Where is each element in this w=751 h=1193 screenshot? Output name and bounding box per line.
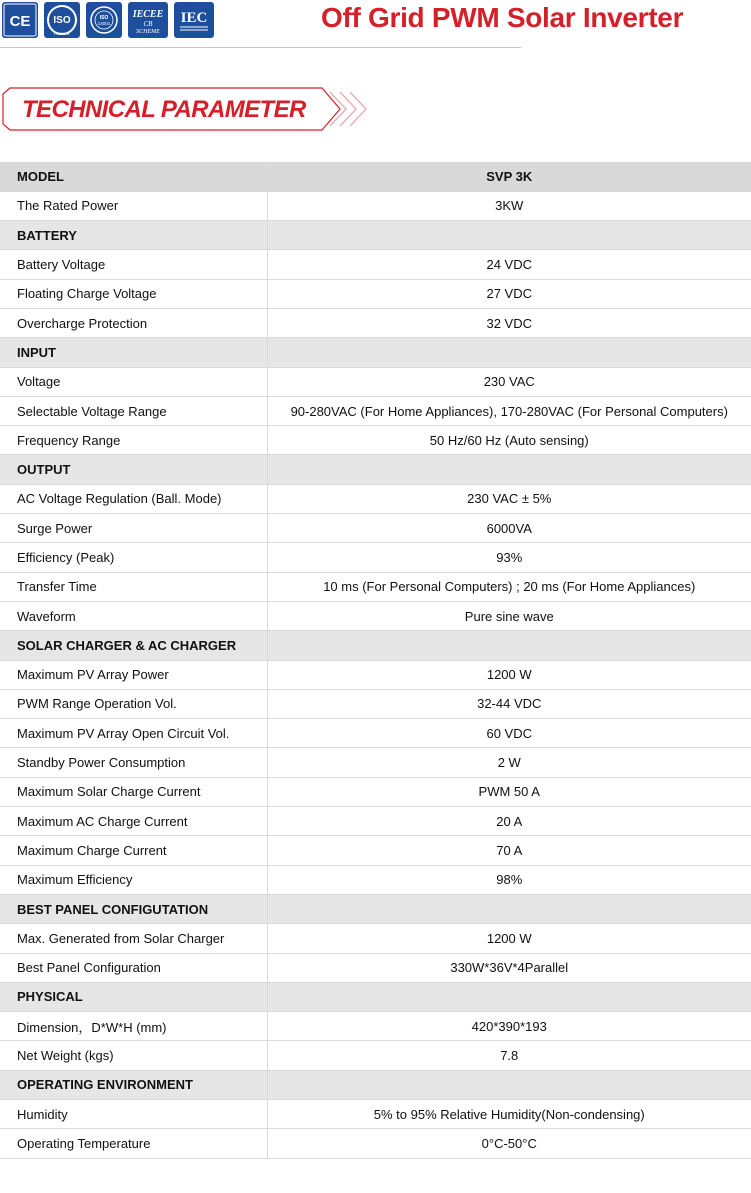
parameter-label: Transfer Time [0,572,267,601]
section-header-label: BEST PANEL CONFIGUTATION [0,894,267,923]
certification-badges [2,2,214,38]
parameter-label: Net Weight (kgs) [0,1041,267,1070]
iecee-cb-badge [128,2,168,38]
table-row [0,601,751,630]
ce-badge [2,2,38,38]
svg-text:SCHEME: SCHEME [136,29,160,35]
table-row [0,924,751,953]
parameter-value: 90-280VAC (For Home Appliances), 170-280VAC (For Personal Computers) [267,396,751,425]
section-header-row [0,631,751,660]
parameter-value: 6000VA [267,514,751,543]
table-row [0,191,751,220]
svg-text:ISO9001: ISO9001 [54,31,70,36]
parameter-value: 20 A [267,807,751,836]
parameter-label: The Rated Power [0,191,267,220]
parameter-label: Frequency Range [0,426,267,455]
svg-text:IEC: IEC [180,10,208,26]
section-header-row [0,894,751,923]
table-row [0,865,751,894]
parameter-value: PWM 50 A [267,777,751,806]
parameter-value: 27 VDC [267,279,751,308]
table-row [0,1041,751,1070]
parameter-label: PWM Range Operation Vol. [0,689,267,718]
section-header-label: OPERATING ENVIRONMENT [0,1070,267,1099]
parameter-value: 230 VAC [267,367,751,396]
parameter-label: Standby Power Consumption [0,748,267,777]
section-header-row [0,221,751,250]
table-row [0,484,751,513]
parameter-value: 32 VDC [267,308,751,337]
parameter-label: AC Voltage Regulation (Ball. Mode) [0,484,267,513]
table-row [0,1100,751,1129]
parameter-value: 3KW [267,191,751,220]
parameter-value: 1200 W [267,660,751,689]
section-header-label: OUTPUT [0,455,267,484]
table-header-row [0,162,751,191]
parameter-value: 1200 W [267,924,751,953]
parameter-value: 330W*36V*4Parallel [267,953,751,982]
section-header-row [0,455,751,484]
parameter-value: 70 A [267,836,751,865]
table-row [0,836,751,865]
section-banner-label: TECHNICAL PARAMETER [22,96,306,123]
section-header-spacer [267,338,751,367]
parameter-label: Maximum AC Charge Current [0,807,267,836]
table-row [0,396,751,425]
parameter-value: 5% to 95% Relative Humidity(Non-condensing) [267,1100,751,1129]
section-header-spacer [267,221,751,250]
iso-14001-badge [86,2,122,38]
table-row [0,689,751,718]
svg-text:CE: CE [9,13,31,30]
title-divider [0,47,521,48]
page-header [0,0,751,60]
table-row [0,250,751,279]
spec-table [0,162,751,1159]
table-row [0,660,751,689]
model-label: MODEL [0,162,267,191]
parameter-label: Humidity [0,1100,267,1129]
section-header-spacer [267,631,751,660]
parameter-label: Overcharge Protection [0,308,267,337]
section-header-spacer [267,455,751,484]
table-row [0,308,751,337]
iec-badge [174,2,214,38]
section-header-spacer [267,894,751,923]
iso-badge [44,2,80,38]
parameter-label: Selectable Voltage Range [0,396,267,425]
svg-text:14001: 14001 [97,21,111,26]
model-value: SVP 3K [267,162,751,191]
parameter-label: Maximum Efficiency [0,865,267,894]
table-row [0,543,751,572]
parameter-value: 98% [267,865,751,894]
table-row [0,367,751,396]
parameter-label: Best Panel Configuration [0,953,267,982]
parameter-label: Battery Voltage [0,250,267,279]
parameter-value: 10 ms (For Personal Computers) ; 20 ms (For Home Appliances) [267,572,751,601]
parameter-value: 24 VDC [267,250,751,279]
parameter-value: 230 VAC ± 5% [267,484,751,513]
parameter-label: Maximum Charge Current [0,836,267,865]
parameter-label: Efficiency (Peak) [0,543,267,572]
parameter-label: Max. Generated from Solar Charger [0,924,267,953]
section-header-row [0,982,751,1011]
parameter-value: 0°C-50°C [267,1129,751,1158]
table-row [0,748,751,777]
document-title: Off Grid PWM Solar Inverter [321,2,684,33]
parameter-label: Maximum Solar Charge Current [0,777,267,806]
parameter-value: 420*390*193 [267,1012,751,1041]
parameter-value: 32-44 VDC [267,689,751,718]
parameter-label: Operating Temperature [0,1129,267,1158]
section-header-spacer [267,1070,751,1099]
table-row [0,426,751,455]
section-header-label: PHYSICAL [0,982,267,1011]
section-header-label: BATTERY [0,221,267,250]
table-row [0,279,751,308]
parameter-label: Waveform [0,601,267,630]
table-row [0,953,751,982]
parameter-value: 7.8 [267,1041,751,1070]
parameter-label: Maximum PV Array Open Circuit Vol. [0,719,267,748]
table-row [0,572,751,601]
parameter-label: Surge Power [0,514,267,543]
parameter-value: 2 W [267,748,751,777]
section-banner [0,86,380,132]
parameter-value: 93% [267,543,751,572]
spec-table-body [0,162,751,1158]
parameter-value: 60 VDC [267,719,751,748]
table-row [0,514,751,543]
section-header-label: SOLAR CHARGER & AC CHARGER [0,631,267,660]
svg-text:CB: CB [143,20,153,28]
section-header-label: INPUT [0,338,267,367]
table-row [0,1129,751,1158]
svg-text:IECEE: IECEE [132,9,164,20]
table-row [0,777,751,806]
section-header-row [0,338,751,367]
parameter-label: Voltage [0,367,267,396]
table-row [0,807,751,836]
parameter-label: Floating Charge Voltage [0,279,267,308]
table-row [0,1012,751,1041]
parameter-label: Maximum PV Array Power [0,660,267,689]
table-row [0,719,751,748]
parameter-value: 50 Hz/60 Hz (Auto sensing) [267,426,751,455]
parameter-label: Dimension，D*W*H (mm) [0,1012,267,1041]
section-header-spacer [267,982,751,1011]
parameter-value: Pure sine wave [267,601,751,630]
svg-text:ISO: ISO [53,15,71,26]
section-header-row [0,1070,751,1099]
svg-text:ISO: ISO [99,15,109,21]
